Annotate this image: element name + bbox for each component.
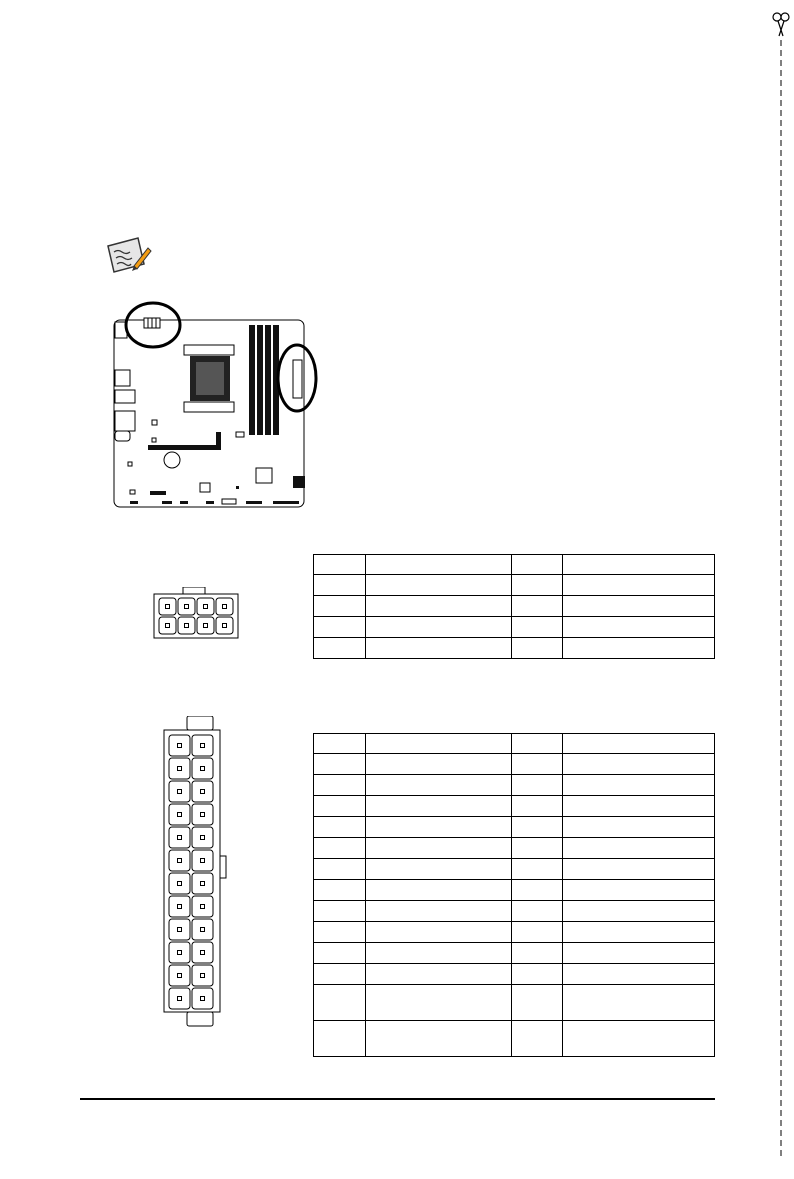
table-row: [314, 964, 715, 985]
table-cell: [365, 880, 511, 901]
pin-hole: [178, 882, 182, 886]
table-cell: [511, 880, 562, 901]
table-cell: [365, 796, 511, 817]
table-cell: [511, 859, 562, 880]
table-cell: [511, 922, 562, 943]
table-row: [314, 775, 715, 796]
pin-hole: [178, 997, 182, 1001]
table-row: [314, 638, 715, 659]
table-cell: [511, 555, 562, 575]
table-cell: [314, 943, 366, 964]
table-row: [314, 596, 715, 617]
footer-rule: [80, 1098, 715, 1100]
table-cell: [365, 838, 511, 859]
scissors-icon: [770, 6, 792, 1161]
table-cell: [314, 901, 366, 922]
table-row: [314, 901, 715, 922]
table-cell: [562, 985, 714, 1021]
table-cell: [511, 575, 562, 596]
table-row: [314, 555, 715, 575]
table-cell: [314, 596, 366, 617]
table-cell: [314, 838, 366, 859]
table-row: [314, 1021, 715, 1057]
table-row: [314, 859, 715, 880]
pin-hole: [178, 974, 182, 978]
pin-hole: [201, 859, 205, 863]
pin-hole: [178, 767, 182, 771]
table-cell: [365, 964, 511, 985]
pin-hole: [178, 905, 182, 909]
table-cell: [562, 617, 714, 638]
table-cell: [562, 817, 714, 838]
table-cell: [365, 754, 511, 775]
table-row: [314, 985, 715, 1021]
table-cell: [562, 734, 714, 754]
pin-hole: [201, 928, 205, 932]
motherboard-diagram: [110, 300, 320, 512]
table-cell: [511, 964, 562, 985]
table-cell: [511, 638, 562, 659]
table-cell: [562, 964, 714, 985]
table-cell: [511, 596, 562, 617]
pin-hole: [201, 997, 205, 1001]
table-cell: [314, 734, 366, 754]
table-row: [314, 734, 715, 754]
table-row: [314, 754, 715, 775]
table-cell: [511, 985, 562, 1021]
table-row: [314, 838, 715, 859]
table-cell: [562, 943, 714, 964]
table-cell: [365, 596, 511, 617]
table-cell: [314, 985, 366, 1021]
table-row: [314, 880, 715, 901]
table-row: [314, 796, 715, 817]
pin-hole: [201, 767, 205, 771]
pin-hole: [178, 928, 182, 932]
note-pencil-icon: [104, 236, 152, 276]
pin-hole: [178, 836, 182, 840]
table-cell: [365, 555, 511, 575]
table-cell: [365, 775, 511, 796]
table-row: [314, 617, 715, 638]
table-cell: [511, 838, 562, 859]
table-cell: [511, 734, 562, 754]
table-cell: [365, 638, 511, 659]
table-cell: [365, 859, 511, 880]
table-cell: [314, 817, 366, 838]
table-cell: [365, 922, 511, 943]
table-cell: [365, 901, 511, 922]
table-cell: [314, 1021, 366, 1057]
table-cell: [511, 1021, 562, 1057]
table-cell: [314, 555, 366, 575]
table-cell: [314, 638, 366, 659]
table-cell: [562, 838, 714, 859]
pin-hole: [178, 951, 182, 955]
table-cell: [365, 985, 511, 1021]
cut-line: [770, 6, 792, 1161]
table-cell: [511, 817, 562, 838]
pin-hole: [201, 905, 205, 909]
table-cell: [511, 617, 562, 638]
table-cell: [314, 922, 366, 943]
atx12v-8pin-connector: [153, 587, 239, 639]
table-cell: [314, 964, 366, 985]
table-cell: [365, 943, 511, 964]
table-cell: [562, 575, 714, 596]
table-cell: [562, 754, 714, 775]
pin-hole: [178, 813, 182, 817]
pin-hole: [178, 859, 182, 863]
table-cell: [314, 775, 366, 796]
table-cell: [562, 880, 714, 901]
table-cell: [314, 575, 366, 596]
table-cell: [314, 859, 366, 880]
table-cell: [562, 1021, 714, 1057]
atx12v-pin-table: [313, 554, 715, 659]
table-cell: [562, 555, 714, 575]
pin-hole: [201, 951, 205, 955]
table-cell: [365, 734, 511, 754]
table-cell: [562, 922, 714, 943]
atx-24pin-connector: [163, 716, 229, 1028]
pin-hole: [178, 744, 182, 748]
table-cell: [562, 901, 714, 922]
table-cell: [562, 638, 714, 659]
table-cell: [365, 575, 511, 596]
table-cell: [314, 880, 366, 901]
table-cell: [511, 775, 562, 796]
table-cell: [365, 817, 511, 838]
table-row: [314, 575, 715, 596]
table-cell: [314, 617, 366, 638]
pin-hole: [201, 836, 205, 840]
table-cell: [314, 796, 366, 817]
table-cell: [365, 1021, 511, 1057]
pin-hole: [178, 790, 182, 794]
atx-pin-table: [313, 733, 715, 1057]
table-cell: [511, 943, 562, 964]
table-row: [314, 922, 715, 943]
table-cell: [511, 796, 562, 817]
table-row: [314, 943, 715, 964]
table-cell: [511, 901, 562, 922]
table-cell: [511, 754, 562, 775]
pin-hole: [201, 882, 205, 886]
table-cell: [562, 859, 714, 880]
table-row: [314, 817, 715, 838]
table-cell: [314, 754, 366, 775]
pin-hole: [201, 974, 205, 978]
pin-hole: [201, 790, 205, 794]
pin-hole: [201, 744, 205, 748]
table-cell: [562, 775, 714, 796]
table-cell: [562, 596, 714, 617]
table-cell: [562, 796, 714, 817]
table-cell: [365, 617, 511, 638]
pin-hole: [201, 813, 205, 817]
